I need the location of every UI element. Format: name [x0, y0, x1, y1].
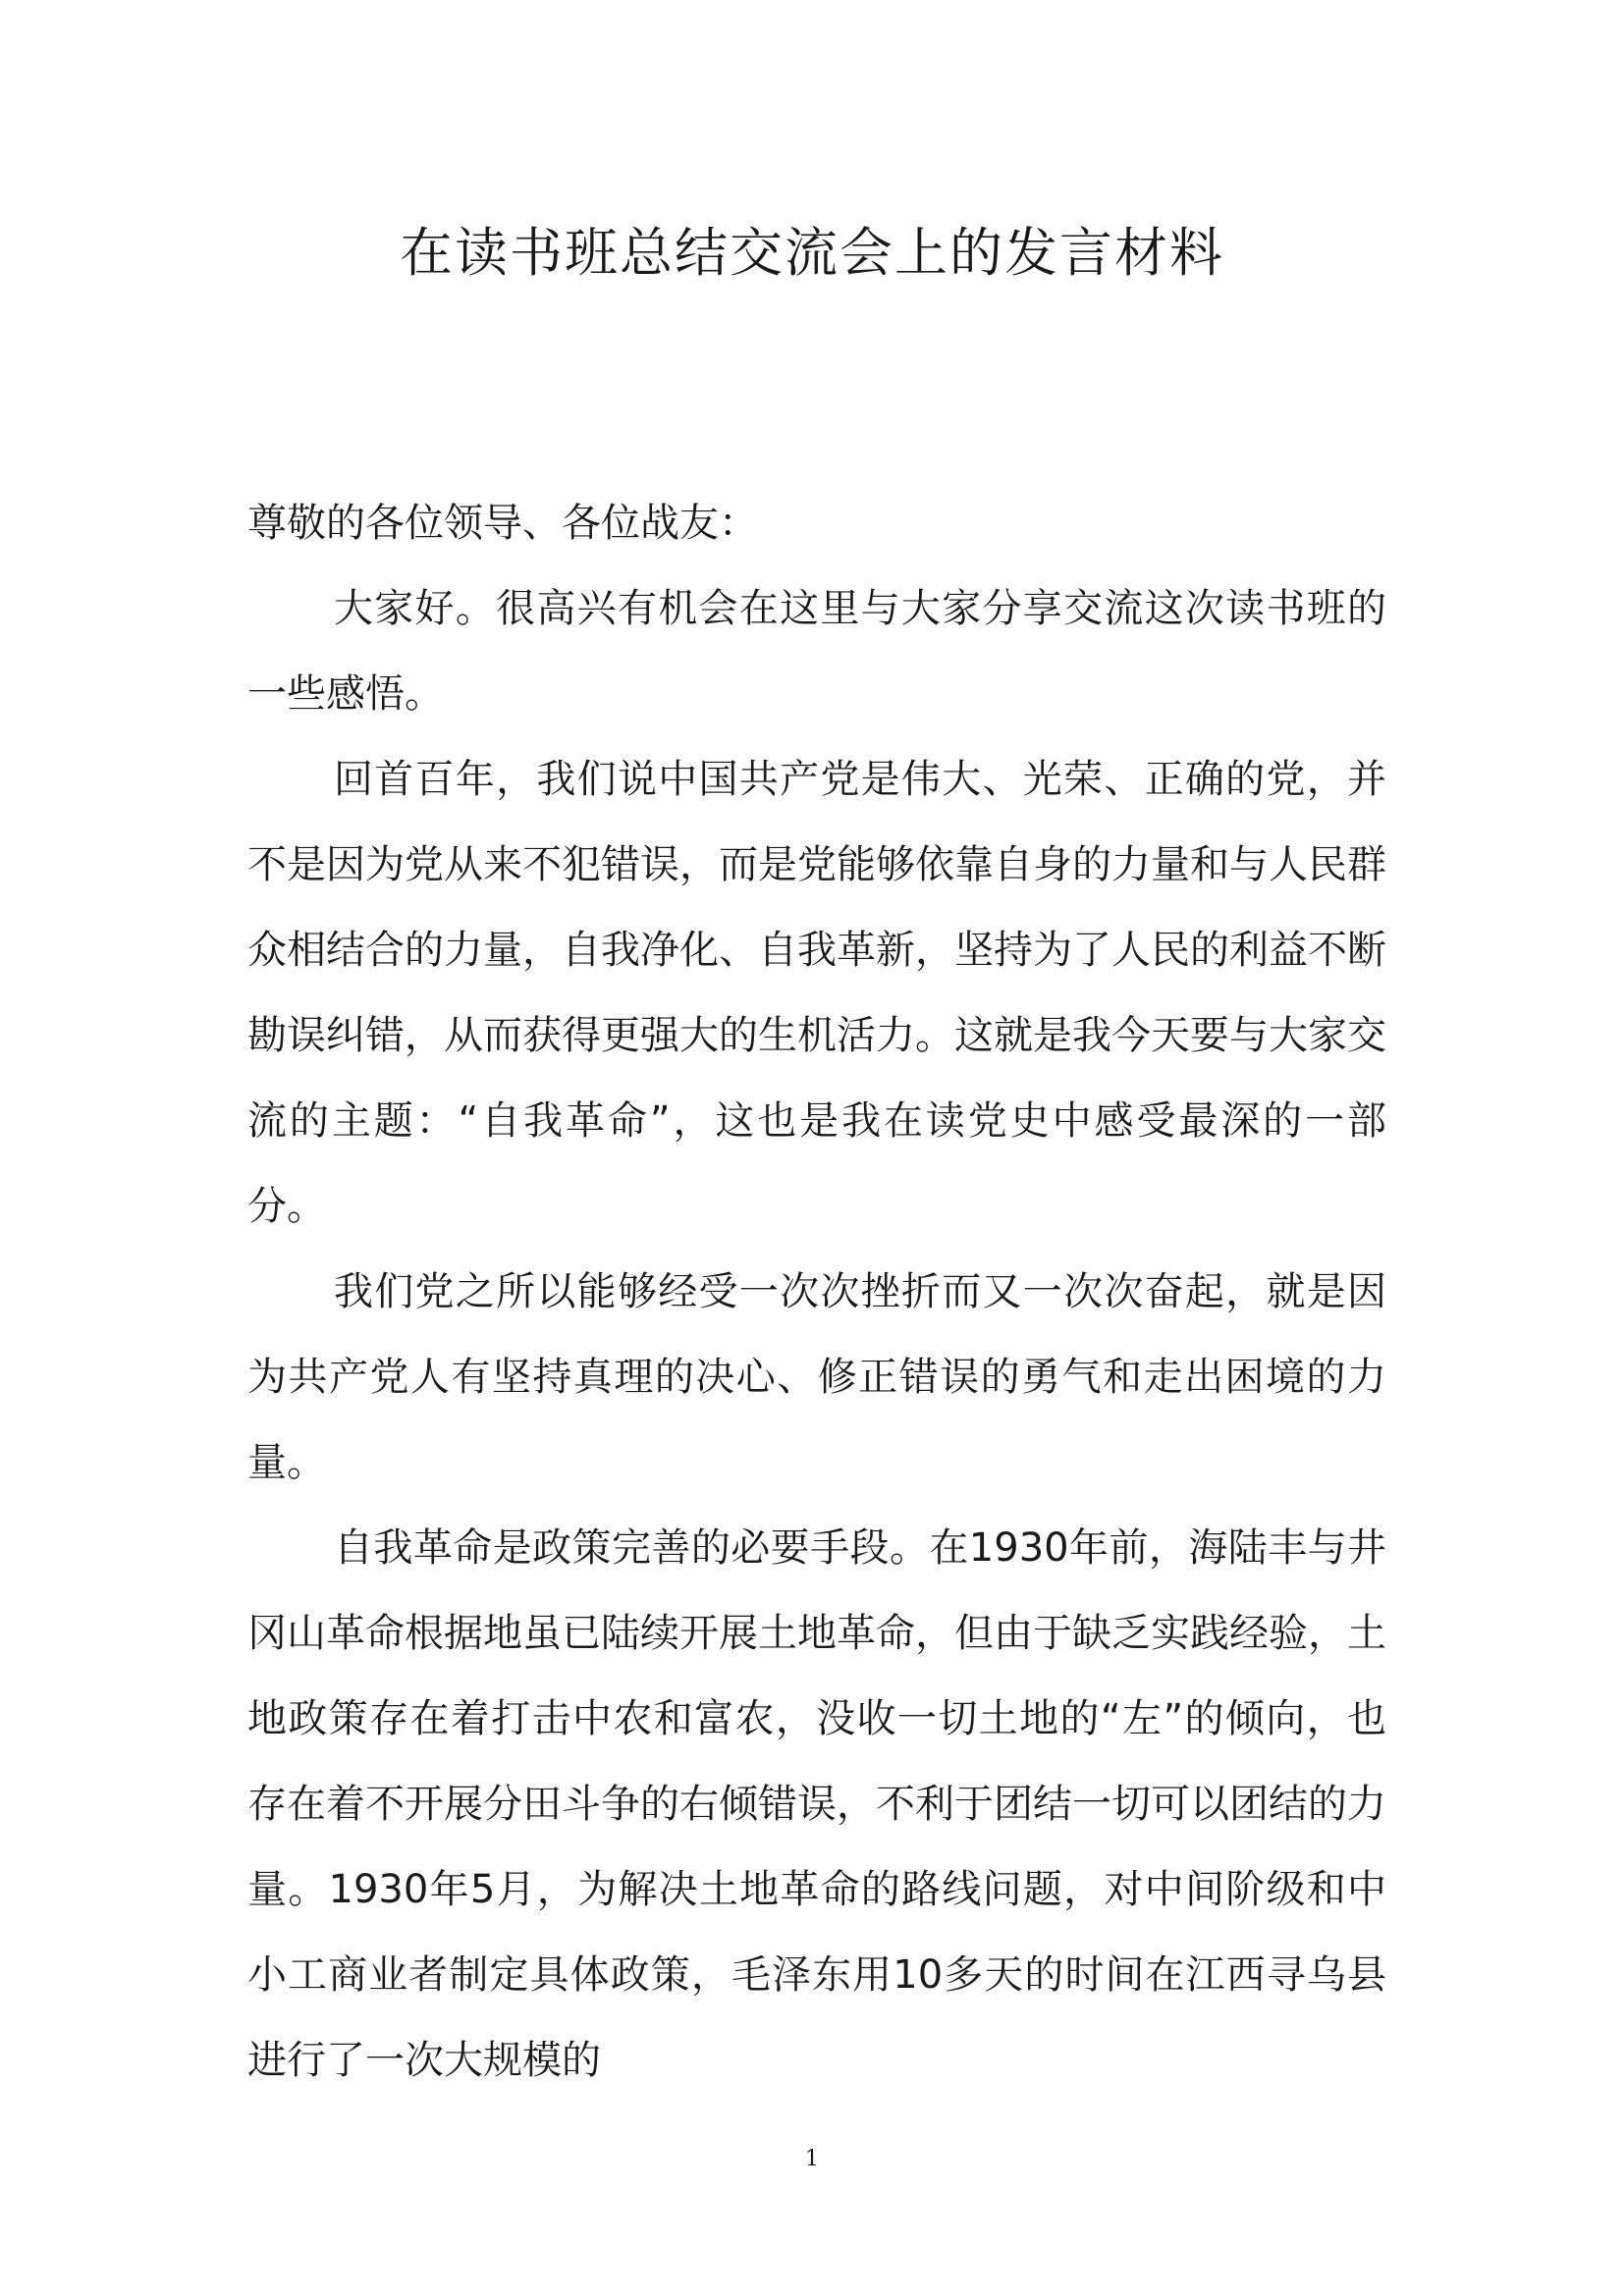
- page-number: 1: [805, 2147, 819, 2171]
- paragraph-4: 自我革命是政策完善的必要手段。在1930年前，海陆丰与井冈山革命根据地虽已陆续开展土地革命，但由于缺乏实践经验，土地政策存在着打击中农和富农，没收一切土地的“左”的倾向，也存在着不开展分田斗争的右倾错误，不利于团结一切可以团结的力量。1930年5月，为解决土地革命的路线问题，对中间阶级和中小工商业者制定具体政策，毛泽东用10多天的时间在江西寻乌县进行了一次大规模的: [247, 1525, 1386, 2083]
- document-body: [247, 481, 1386, 2104]
- paragraph-1: 大家好。很高兴有机会在这里与大家分享交流这次读书班的一些感悟。: [247, 586, 1386, 717]
- paragraph-3: 我们党之所以能够经受一次次挫折而又一次次奋起，就是因为共产党人有坚持真理的决心、修正错误的勇气和走出困境的力量。: [247, 1269, 1386, 1485]
- page-title: 在读书班总结交流会上的发言材料: [400, 222, 1224, 284]
- salutation: 尊敬的各位领导、各位战友：: [247, 501, 758, 546]
- paragraph-2: 回首百年，我们说中国共产党是伟大、光荣、正确的党，并不是因为党从来不犯错误，而是党能够依靠自身的力量和与人民群众相结合的力量，自我净化、自我革新，坚持为了人民的利益不断勘误纠错，从而获得更强大的生机活力。这就是我今天要与大家交流的主题：“自我革命”，这也是我在读党史中感受最深的一部分。: [247, 757, 1386, 1229]
